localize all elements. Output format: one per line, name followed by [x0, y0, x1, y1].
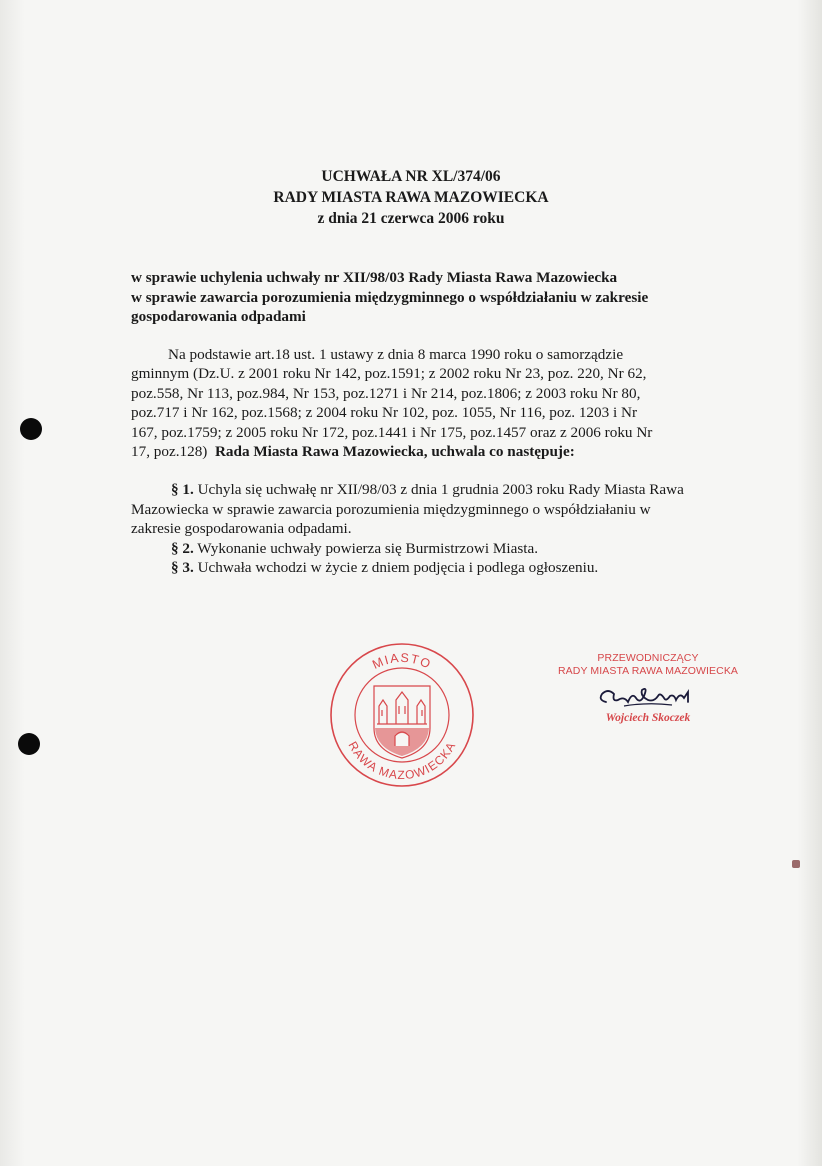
basis-line-3: poz.558, Nr 113, poz.984, Nr 153, poz.1271 i Nr 214, poz.1806; z 2003 roku Nr 80,	[131, 384, 641, 402]
handwritten-signature	[588, 682, 708, 712]
legal-basis-paragraph	[131, 345, 706, 461]
section-1-line-3: zakresie gospodarowania odpadami.	[131, 520, 352, 537]
basis-line-4: poz.717 i Nr 162, poz.1568; z 2004 roku Nr 102, poz. 1055, Nr 116, poz. 1203 i Nr	[131, 404, 638, 422]
seal-bottom-text: RAWA MAZOWIECKA	[345, 739, 459, 783]
council-name: RADY MIASTA RAWA MAZOWIECKA	[273, 189, 549, 206]
resolution-header	[0, 166, 822, 229]
basis-line-6-plain: 17, poz.128)	[131, 443, 215, 461]
paper-mark	[792, 860, 800, 868]
basis-line-1: Na podstawie art.18 ust. 1 ustawy z dnia 8 marca 1990 roku o samorządzie	[168, 346, 624, 363]
section-1-line-1	[131, 480, 711, 500]
coat-of-arms-fill	[375, 728, 429, 756]
section-3-text: Uchwała wchodzi w życie z dniem podjęcia i podlega ogłoszeniu.	[193, 559, 599, 576]
basis-line-2: gminnym (Dz.U. z 2001 roku Nr 142, poz.1591; z 2002 roku Nr 23, poz. 220, Nr 62,	[131, 365, 647, 383]
basis-line-5: 167, poz.1759; z 2005 roku Nr 172, poz.1441 i Nr 175, poz.1457 oraz z 2006 roku Nr	[131, 423, 653, 441]
city-seal-stamp	[329, 642, 475, 788]
resolution-number: UCHWAŁA NR XL/374/06	[321, 168, 501, 185]
resolution-sections	[131, 480, 711, 578]
resolution-subject	[131, 268, 711, 327]
signatory-title: PRZEWODNICZĄCY	[597, 652, 699, 664]
punch-hole-top	[20, 418, 42, 440]
signatory-council: RADY MIASTA RAWA MAZOWIECKA	[557, 665, 739, 677]
chairman-signature-block	[548, 652, 748, 724]
basis-line-6	[131, 442, 706, 461]
section-2-label: § 2.	[171, 539, 194, 557]
section-2-text: Wykonanie uchwały powierza się Burmistrzowi Miasta.	[193, 539, 539, 557]
subject-line-2: w sprawie zawarcia porozumienia międzygminnego o współdziałaniu w zakresie	[131, 288, 649, 306]
signatory-name: Wojciech Skoczek	[605, 712, 691, 724]
section-3-label: § 3.	[171, 559, 194, 576]
enactment-clause: Rada Miasta Rawa Mazowiecka, uchwala co następuje:	[214, 443, 575, 461]
section-3	[131, 558, 711, 578]
subject-line-1: w sprawie uchylenia uchwały nr XII/98/03 Rady Miasta Rawa Mazowiecka	[131, 269, 618, 286]
section-1-label: § 1.	[171, 481, 194, 498]
seal-top-text: MIASTO	[370, 650, 434, 672]
resolution-date: z dnia 21 czerwca 2006 roku	[317, 210, 505, 227]
section-1-line-2: Mazowiecka w sprawie zawarcia porozumienia międzygminnego o współdziałaniu w	[131, 500, 651, 518]
punch-hole-bottom	[18, 733, 40, 755]
section-1-text-1: Uchyla się uchwałę nr XII/98/03 z dnia 1 grudnia 2003 roku Rady Miasta Rawa	[193, 481, 684, 498]
section-2	[131, 539, 711, 559]
subject-line-3: gospodarowania odpadami	[131, 308, 306, 325]
